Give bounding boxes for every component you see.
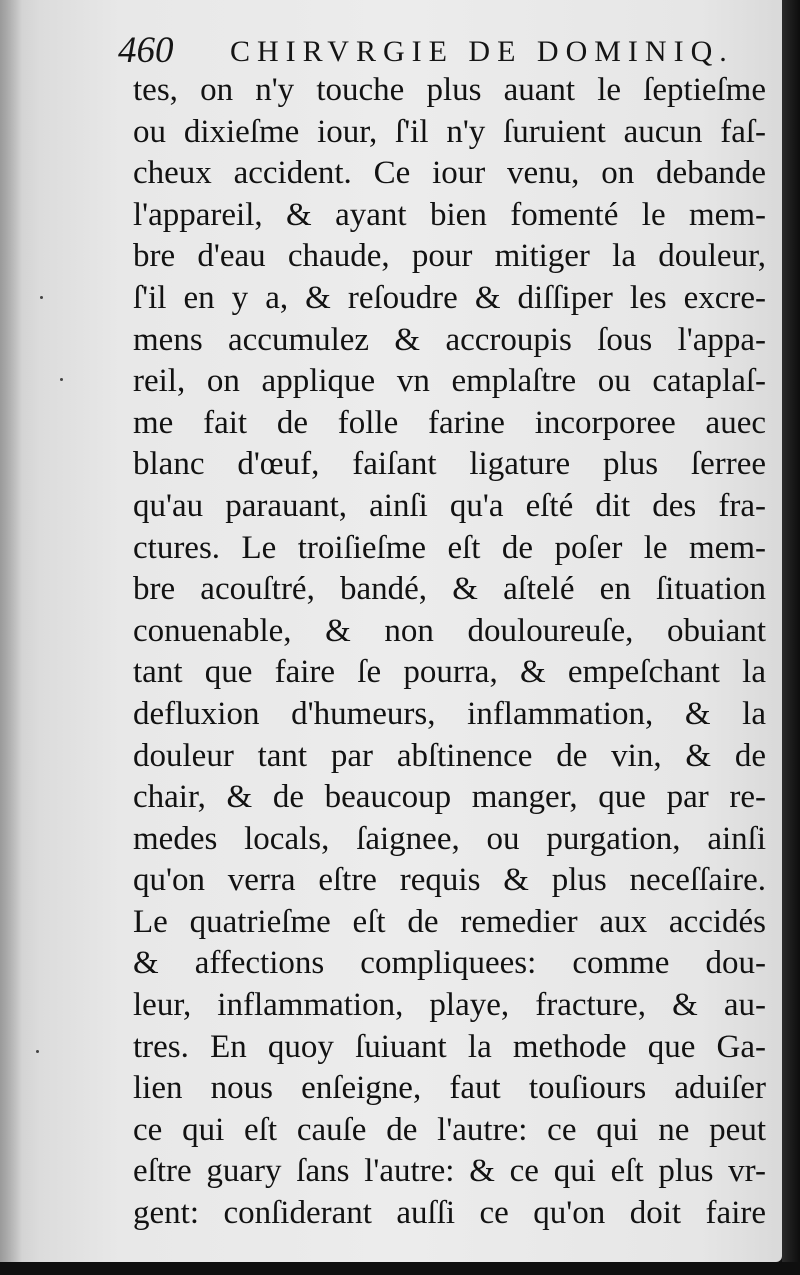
scan-edge-bottom (0, 1262, 800, 1275)
text-line: gent: conſiderant auſſi ce qu'on doit faire (133, 1195, 766, 1232)
text-line: mens accumulez & accroupis ſous l'appa- (133, 321, 766, 358)
paper-speck (36, 1050, 39, 1053)
text-line: tres. En quoy ſuiuant la methode que Ga- (133, 1028, 766, 1065)
page-number: 460 (118, 30, 174, 71)
text-line: eſtre guary ſans l'autre: & ce qui eſt plus vr- (133, 1153, 766, 1190)
scan-edge-right (782, 0, 800, 1275)
text-line: lien nous enſeigne, faut touſiours aduiſer (133, 1070, 766, 1107)
text-line: bre acouſtré, bandé, & aſtelé en ſituation (133, 571, 766, 608)
text-line: qu'on verra eſtre requis & plus neceſſaire. (133, 862, 766, 899)
gutter-shadow (0, 0, 22, 1262)
text-line: cheux accident. Ce iour venu, on debande (133, 155, 766, 192)
text-line: douleur tant par abſtinence de vin, & de (133, 737, 766, 774)
text-line: chair, & de beaucoup manger, que par re- (133, 779, 766, 816)
text-line: ce qui eſt cauſe de l'autre: ce qui ne peut (133, 1111, 766, 1148)
text-line: qu'au parauant, ainſi qu'a eſté dit des fra- (133, 487, 766, 524)
text-line: ctures. Le troiſieſme eſt de poſer le mem- (133, 529, 766, 566)
text-line: me fait de folle farine incorporee auec (133, 404, 766, 441)
text-line: medes locals, ſaignee, ou purgation, ainſi (133, 820, 766, 857)
text-line: leur, inflammation, playe, fracture, & au- (133, 987, 766, 1024)
text-line: bre d'eau chaude, pour mitiger la douleur, (133, 238, 766, 275)
text-line: & affections compliquees: comme dou- (133, 945, 766, 982)
paper-speck (40, 296, 43, 299)
text-line: blanc d'œuf, faiſant ligature plus ſerree (133, 446, 766, 483)
running-head: CHIRVRGIE DE DOMINIQ. (230, 35, 734, 68)
body-text (133, 70, 766, 1235)
text-line: ou dixieſme iour, ſ'il n'y ſuruient aucun faſ- (133, 113, 766, 150)
text-line: l'appareil, & ayant bien fomenté le mem- (133, 196, 766, 233)
paper-speck (60, 378, 63, 381)
page-header (118, 28, 738, 74)
text-line: Le quatrieſme eſt de remedier aux accidés (133, 903, 766, 940)
text-line: reil, on applique vn emplaſtre ou cataplaſ- (133, 363, 766, 400)
text-line: defluxion d'humeurs, inflammation, & la (133, 695, 766, 732)
text-line: tant que faire ſe pourra, & empeſchant la (133, 654, 766, 691)
text-line: tes, on n'y touche plus auant le ſeptieſme (133, 72, 766, 108)
text-line: conuenable, & non douloureuſe, obuiant (133, 612, 766, 649)
text-line: ſ'il en y a, & reſoudre & diſſiper les excre- (133, 279, 766, 316)
